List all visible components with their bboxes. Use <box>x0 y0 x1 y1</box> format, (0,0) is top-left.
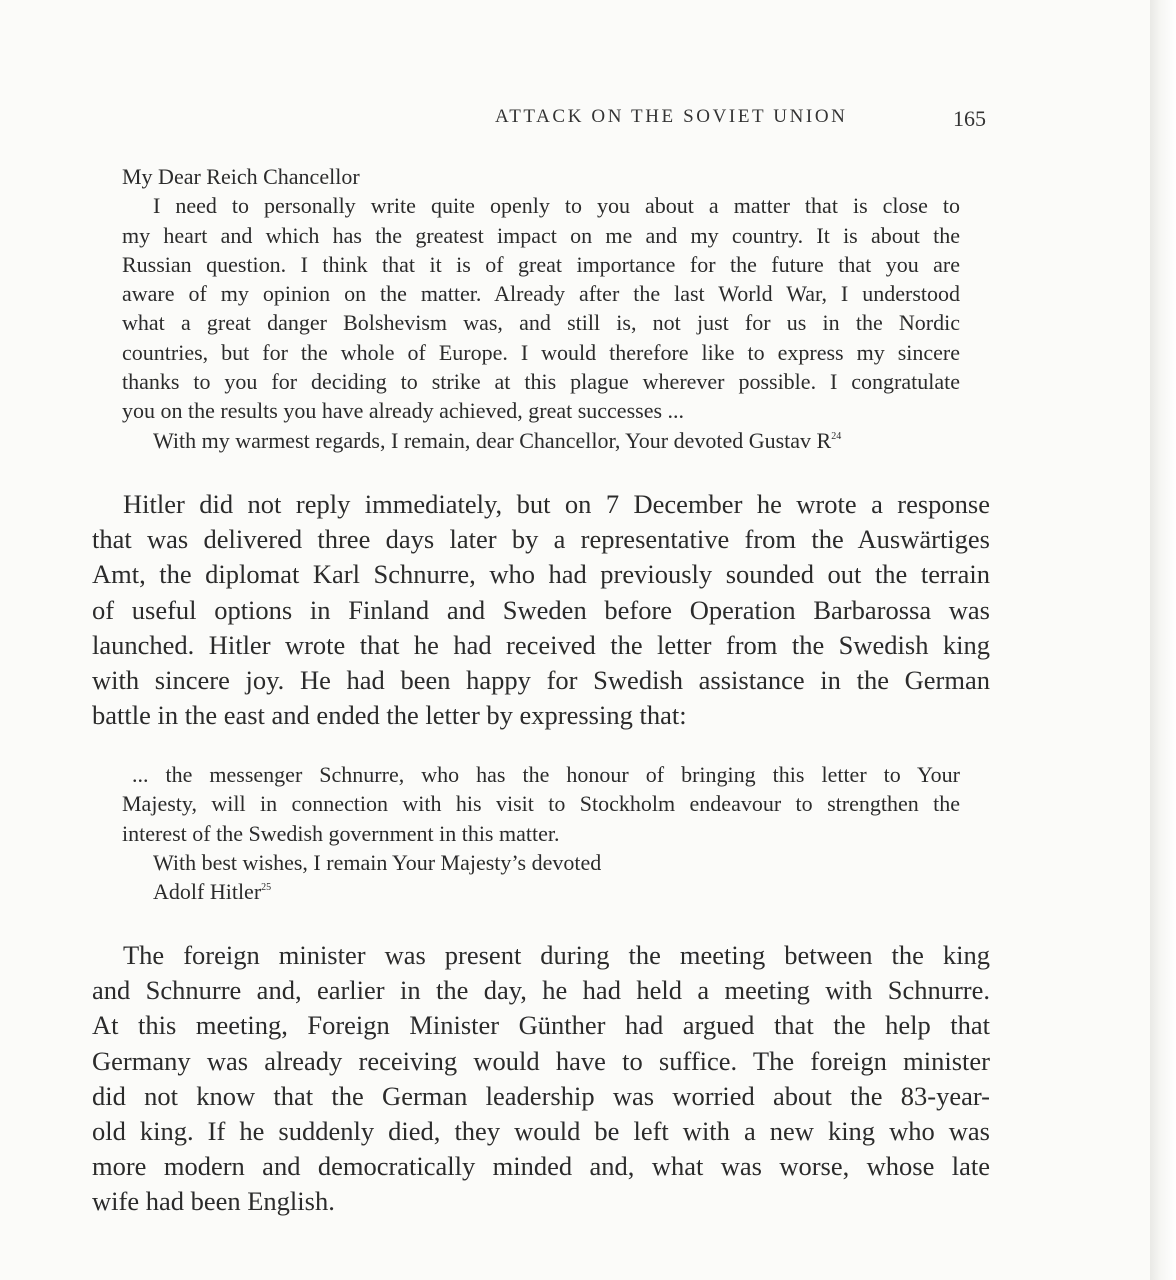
footnote-ref: 24 <box>831 430 842 442</box>
paragraph-line: more modern and democratically minded and, what was worse, whose late <box>92 1151 990 1182</box>
letter-line: ... the messenger Schnurre, who has the honour of bringing this letter to Your <box>132 762 960 787</box>
paragraph-line: The foreign minister was present during the meeting between the king <box>123 940 990 970</box>
paragraph-line: Germany was already receiving would have to suffice. The foreign minister <box>92 1045 990 1076</box>
letter-line: my heart and which has the greatest impact on me and my country. It is about the <box>122 222 960 248</box>
signature-text: Adolf Hitler <box>153 879 262 905</box>
paragraph-line: did not know that the German leadership was worried about the 83-year- <box>92 1080 990 1111</box>
paragraph-line: Amt, the diplomat Karl Schnurre, who had previously sounded out the terrain <box>92 559 990 590</box>
body-paragraph-1 <box>92 487 990 733</box>
letter-line: what a great danger Bolshevism was, and still is, not just for us in the Nordic <box>122 310 960 336</box>
letter-signature <box>122 877 960 906</box>
letter-line: you on the results you have already achieved, great successes ... <box>122 398 685 424</box>
paragraph-line: with sincere joy. He had been happy for Swedish assistance in the German <box>92 665 990 696</box>
letter-salutation: My Dear Reich Chancellor <box>122 164 360 189</box>
letter-closing: With best wishes, I remain Your Majesty’s devoted <box>153 849 602 875</box>
letter-line: thanks to you for deciding to strike at this plague wherever possible. I congratulate <box>122 369 960 395</box>
letter-line: aware of my opinion on the matter. Already after the last World War, I understood <box>122 281 960 307</box>
paragraph-line: of useful options in Finland and Sweden before Operation Barbarossa was <box>92 594 990 625</box>
paragraph-line: wife had been English. <box>92 1186 335 1217</box>
paragraph-line: launched. Hitler wrote that he had received the letter from the Swedish king <box>92 629 990 660</box>
letter-closing-text: With my warmest regards, I remain, dear Chancellor, Your devoted Gustav R <box>153 427 832 453</box>
paragraph-line: At this meeting, Foreign Minister Günther had argued that the help that <box>92 1010 990 1041</box>
paragraph-line: Hitler did not reply immediately, but on 7 December he wrote a response <box>123 489 990 519</box>
letter-line: countries, but for the whole of Europe. I would therefore like to express my sincere <box>122 339 960 365</box>
footnote-ref: 25 <box>261 882 272 894</box>
paragraph-line: battle in the east and ended the letter by expressing that: <box>92 700 687 731</box>
king-letter <box>122 162 960 455</box>
hitler-letter <box>122 760 960 906</box>
running-head: ATTACK ON THE SOVIET UNION <box>495 106 848 127</box>
letter-line: I need to personally write quite openly to you about a matter that is close to <box>153 193 960 219</box>
letter-closing <box>122 426 960 455</box>
letter-line: Russian question. I think that it is of great importance for the future that you are <box>122 251 960 277</box>
paragraph-line: and Schnurre and, earlier in the day, he had held a meeting with Schnurre. <box>92 975 990 1006</box>
letter-line: interest of the Swedish government in this matter. <box>122 820 560 846</box>
page-edge <box>1150 0 1176 1280</box>
paragraph-line: that was delivered three days later by a representative from the Auswärtiges <box>92 524 990 555</box>
page-number: 165 <box>953 106 986 131</box>
letter-line: Majesty, will in connection with his visit to Stockholm endeavour to strengthen the <box>122 791 960 817</box>
body-paragraph-2 <box>92 938 990 1220</box>
paragraph-line: old king. If he suddenly died, they would be left with a new king who was <box>92 1116 990 1147</box>
